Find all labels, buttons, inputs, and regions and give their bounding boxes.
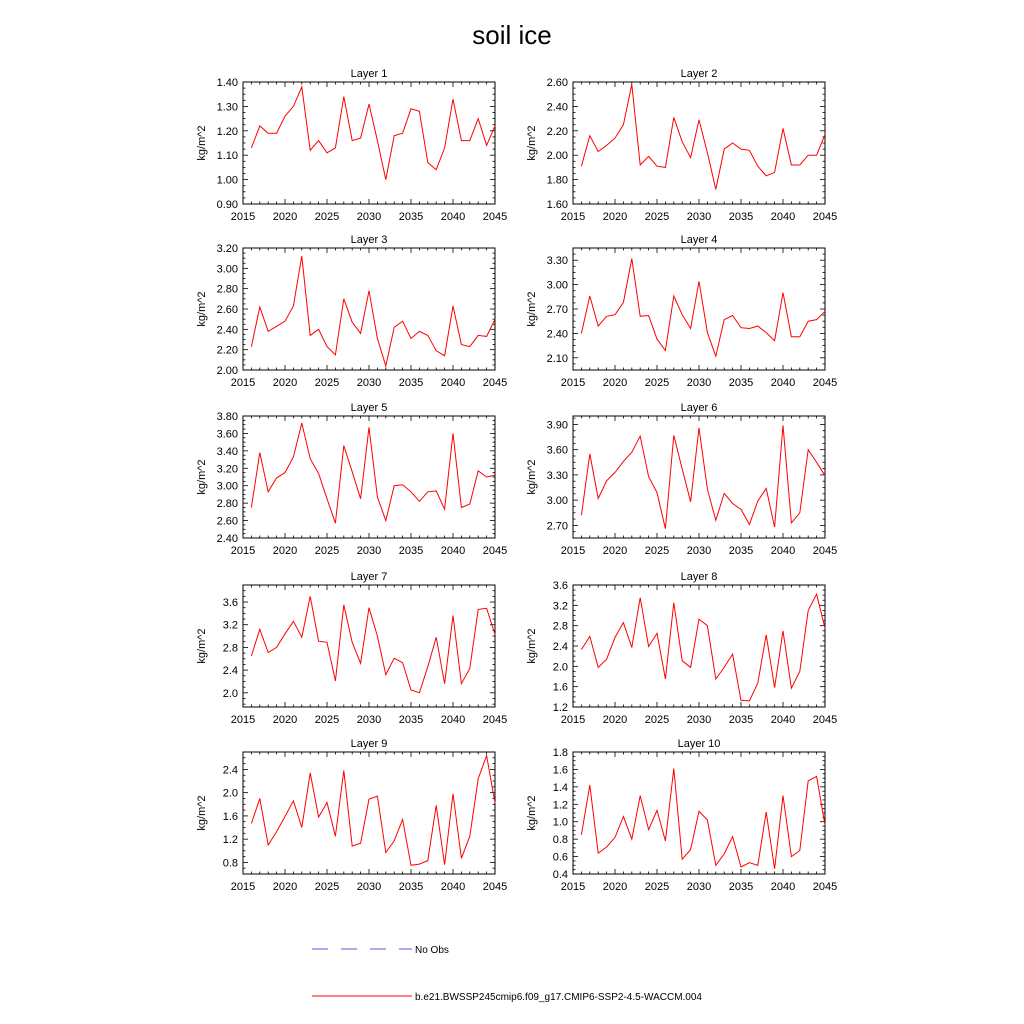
series-line — [251, 756, 495, 866]
y-tick-label: 3.6 — [552, 580, 568, 592]
x-tick-label: 2025 — [314, 714, 340, 726]
y-tick-label: 2.40 — [216, 324, 238, 337]
x-tick-label: 2040 — [440, 211, 466, 223]
y-axis-label: kg/m^2 — [526, 125, 538, 161]
y-tick-label: 2.40 — [546, 328, 568, 341]
panel-layer-6 — [526, 402, 837, 557]
x-tick-label: 2035 — [398, 545, 424, 557]
x-tick-label: 2025 — [314, 377, 340, 389]
x-tick-label: 2025 — [314, 881, 340, 893]
y-tick-label: 3.30 — [546, 255, 568, 268]
x-tick-label: 2045 — [812, 714, 838, 726]
x-tick-label: 2035 — [398, 881, 424, 893]
x-tick-label: 2035 — [398, 714, 424, 726]
x-tick-label: 2035 — [398, 211, 424, 223]
y-tick-label: 2.4 — [222, 764, 238, 777]
plot-frame — [243, 416, 495, 538]
y-tick-label: 1.40 — [216, 77, 238, 89]
x-tick-label: 2030 — [356, 211, 382, 223]
x-tick-label: 2025 — [644, 211, 670, 223]
x-tick-label: 2025 — [644, 881, 670, 893]
y-tick-label: 2.20 — [216, 344, 238, 357]
x-tick-label: 2025 — [644, 377, 670, 389]
x-tick-label: 2030 — [356, 881, 382, 893]
x-tick-label: 2035 — [728, 545, 754, 557]
panel-layer-1 — [196, 68, 507, 223]
y-tick-label: 1.0 — [552, 816, 568, 829]
x-tick-label: 2035 — [728, 881, 754, 893]
y-tick-label: 3.40 — [216, 445, 238, 458]
panel-title: Layer 7 — [350, 571, 388, 583]
panel-title: Layer 1 — [350, 68, 388, 80]
y-tick-label: 1.6 — [552, 681, 568, 694]
x-tick-label: 2045 — [482, 545, 508, 557]
y-tick-label: 1.6 — [552, 764, 568, 777]
x-tick-label: 2040 — [440, 881, 466, 893]
x-tick-label: 2045 — [812, 881, 838, 893]
x-tick-label: 2015 — [560, 714, 586, 726]
y-axis-label: kg/m^2 — [196, 291, 208, 327]
y-tick-label: 1.80 — [546, 174, 568, 187]
x-tick-label: 2020 — [602, 211, 628, 223]
panel-layer-8 — [526, 571, 837, 726]
x-tick-label: 2015 — [230, 714, 256, 726]
panel-title: Layer 2 — [680, 68, 718, 80]
y-tick-label: 2.80 — [216, 498, 238, 511]
y-tick-label: 1.30 — [216, 101, 238, 114]
y-tick-label: 2.0 — [552, 661, 568, 674]
y-tick-label: 2.4 — [222, 665, 238, 678]
panel-title: Layer 10 — [677, 738, 721, 750]
y-tick-label: 1.6 — [222, 810, 238, 823]
x-tick-label: 2045 — [482, 377, 508, 389]
x-tick-label: 2040 — [770, 881, 796, 893]
plot-frame — [243, 752, 495, 874]
x-tick-label: 2030 — [686, 377, 712, 389]
y-axis-label: kg/m^2 — [196, 125, 208, 161]
y-axis-label: kg/m^2 — [526, 459, 538, 495]
y-tick-label: 2.0 — [222, 687, 238, 700]
plot-frame — [243, 248, 495, 370]
x-tick-label: 2015 — [230, 377, 256, 389]
x-tick-label: 2030 — [686, 714, 712, 726]
x-tick-label: 2035 — [728, 211, 754, 223]
y-tick-label: 2.70 — [546, 520, 568, 533]
x-tick-label: 2020 — [272, 714, 298, 726]
panel-layer-3 — [196, 234, 507, 389]
x-tick-label: 2020 — [602, 881, 628, 893]
y-tick-label: 0.4 — [552, 869, 568, 881]
y-tick-label: 2.10 — [546, 352, 568, 365]
y-tick-label: 1.60 — [546, 199, 568, 211]
y-tick-label: 0.8 — [222, 857, 238, 870]
x-tick-label: 2025 — [314, 211, 340, 223]
panels — [196, 68, 837, 893]
x-tick-label: 2045 — [812, 545, 838, 557]
y-tick-label: 3.2 — [222, 619, 238, 632]
y-tick-label: 3.90 — [546, 419, 568, 432]
panel-title: Layer 9 — [350, 738, 388, 750]
panel-layer-5 — [196, 402, 507, 557]
y-tick-label: 2.8 — [552, 620, 568, 633]
series-line — [581, 594, 825, 701]
y-tick-label: 3.30 — [546, 469, 568, 482]
y-tick-label: 3.2 — [552, 600, 568, 613]
legend-obs-label: No Obs — [415, 945, 449, 956]
panel-layer-9 — [196, 738, 507, 893]
x-tick-label: 2040 — [440, 545, 466, 557]
series-line — [581, 84, 825, 189]
y-tick-label: 2.20 — [546, 125, 568, 138]
x-tick-label: 2030 — [686, 881, 712, 893]
series-line — [581, 425, 825, 528]
y-tick-label: 3.00 — [546, 495, 568, 508]
panel-title: Layer 3 — [350, 234, 388, 246]
x-tick-label: 2040 — [770, 545, 796, 557]
series-line — [581, 769, 825, 869]
x-tick-label: 2040 — [440, 714, 466, 726]
x-tick-label: 2025 — [314, 545, 340, 557]
y-tick-label: 3.20 — [216, 463, 238, 476]
y-axis-label: kg/m^2 — [196, 795, 208, 831]
x-tick-label: 2020 — [272, 377, 298, 389]
y-tick-label: 0.8 — [552, 834, 568, 847]
plot-frame — [573, 585, 825, 707]
x-tick-label: 2035 — [728, 714, 754, 726]
y-tick-label: 3.00 — [546, 279, 568, 292]
y-tick-label: 1.00 — [216, 174, 238, 187]
panel-title: Layer 8 — [680, 571, 718, 583]
x-tick-label: 2045 — [812, 377, 838, 389]
panel-layer-10 — [526, 738, 837, 893]
series-line — [251, 87, 495, 180]
y-tick-label: 3.6 — [222, 597, 238, 610]
x-tick-label: 2015 — [560, 377, 586, 389]
x-tick-label: 2015 — [230, 881, 256, 893]
panel-title: Layer 5 — [350, 402, 388, 414]
y-axis-label: kg/m^2 — [526, 795, 538, 831]
x-tick-label: 2040 — [770, 714, 796, 726]
x-tick-label: 2020 — [272, 211, 298, 223]
x-tick-label: 2030 — [356, 377, 382, 389]
y-tick-label: 1.20 — [216, 125, 238, 138]
y-tick-label: 2.00 — [216, 365, 238, 377]
y-tick-label: 2.80 — [216, 283, 238, 296]
plot-frame — [573, 82, 825, 204]
y-tick-label: 2.60 — [216, 304, 238, 316]
x-tick-label: 2015 — [560, 545, 586, 557]
panel-layer-2 — [526, 68, 837, 223]
x-tick-label: 2025 — [644, 714, 670, 726]
x-tick-label: 2045 — [482, 211, 508, 223]
legend — [312, 945, 702, 1003]
x-tick-label: 2030 — [356, 714, 382, 726]
x-tick-label: 2020 — [272, 881, 298, 893]
x-tick-label: 2035 — [728, 377, 754, 389]
legend-model-label: b.e21.BWSSP245cmip6.f09_g17.CMIP6-SSP2-4.5-WACCM.004 — [415, 992, 702, 1003]
y-tick-label: 2.00 — [546, 150, 568, 163]
y-axis-label: kg/m^2 — [526, 628, 538, 664]
panel-layer-7 — [196, 571, 507, 726]
y-tick-label: 1.2 — [552, 799, 568, 812]
x-tick-label: 2020 — [602, 545, 628, 557]
panel-title: Layer 6 — [680, 402, 718, 414]
y-axis-label: kg/m^2 — [196, 628, 208, 664]
y-axis-label: kg/m^2 — [196, 459, 208, 495]
y-tick-label: 1.10 — [216, 150, 238, 163]
series-line — [581, 259, 825, 357]
x-tick-label: 2015 — [230, 211, 256, 223]
panel-layer-4 — [526, 234, 837, 389]
y-tick-label: 2.70 — [546, 304, 568, 316]
x-tick-label: 2045 — [482, 714, 508, 726]
y-tick-label: 2.40 — [216, 533, 238, 545]
y-tick-label: 3.60 — [216, 428, 238, 441]
series-line — [251, 423, 495, 523]
y-tick-label: 1.2 — [222, 834, 238, 847]
x-tick-label: 2030 — [686, 211, 712, 223]
x-tick-label: 2020 — [272, 545, 298, 557]
x-tick-label: 2025 — [644, 545, 670, 557]
y-tick-label: 0.6 — [552, 851, 568, 864]
y-tick-label: 2.0 — [222, 787, 238, 800]
y-tick-label: 2.4 — [552, 641, 568, 653]
x-tick-label: 2045 — [812, 211, 838, 223]
y-tick-label: 2.40 — [546, 101, 568, 114]
x-tick-label: 2015 — [560, 881, 586, 893]
x-tick-label: 2040 — [770, 211, 796, 223]
y-tick-label: 2.60 — [546, 77, 568, 89]
x-tick-label: 2020 — [602, 714, 628, 726]
x-tick-label: 2020 — [602, 377, 628, 389]
y-tick-label: 1.8 — [552, 747, 568, 759]
y-tick-label: 0.90 — [216, 199, 238, 211]
x-tick-label: 2030 — [686, 545, 712, 557]
plot-frame — [573, 248, 825, 370]
y-tick-label: 3.00 — [216, 480, 238, 493]
x-tick-label: 2040 — [770, 377, 796, 389]
y-tick-label: 3.80 — [216, 411, 238, 423]
series-line — [251, 596, 495, 693]
x-tick-label: 2015 — [560, 211, 586, 223]
y-axis-label: kg/m^2 — [526, 291, 538, 327]
figure-title: soil ice — [472, 20, 552, 50]
y-tick-label: 1.2 — [552, 702, 568, 714]
panel-title: Layer 4 — [680, 234, 718, 246]
y-tick-label: 3.60 — [546, 444, 568, 457]
series-line — [251, 256, 495, 366]
x-tick-label: 2030 — [356, 545, 382, 557]
y-tick-label: 1.4 — [552, 781, 568, 794]
x-tick-label: 2035 — [398, 377, 424, 389]
y-tick-label: 2.8 — [222, 642, 238, 655]
x-tick-label: 2040 — [440, 377, 466, 389]
y-tick-label: 2.60 — [216, 515, 238, 528]
y-tick-label: 3.20 — [216, 243, 238, 255]
x-tick-label: 2015 — [230, 545, 256, 557]
plot-frame — [243, 82, 495, 204]
y-tick-label: 3.00 — [216, 263, 238, 276]
x-tick-label: 2045 — [482, 881, 508, 893]
